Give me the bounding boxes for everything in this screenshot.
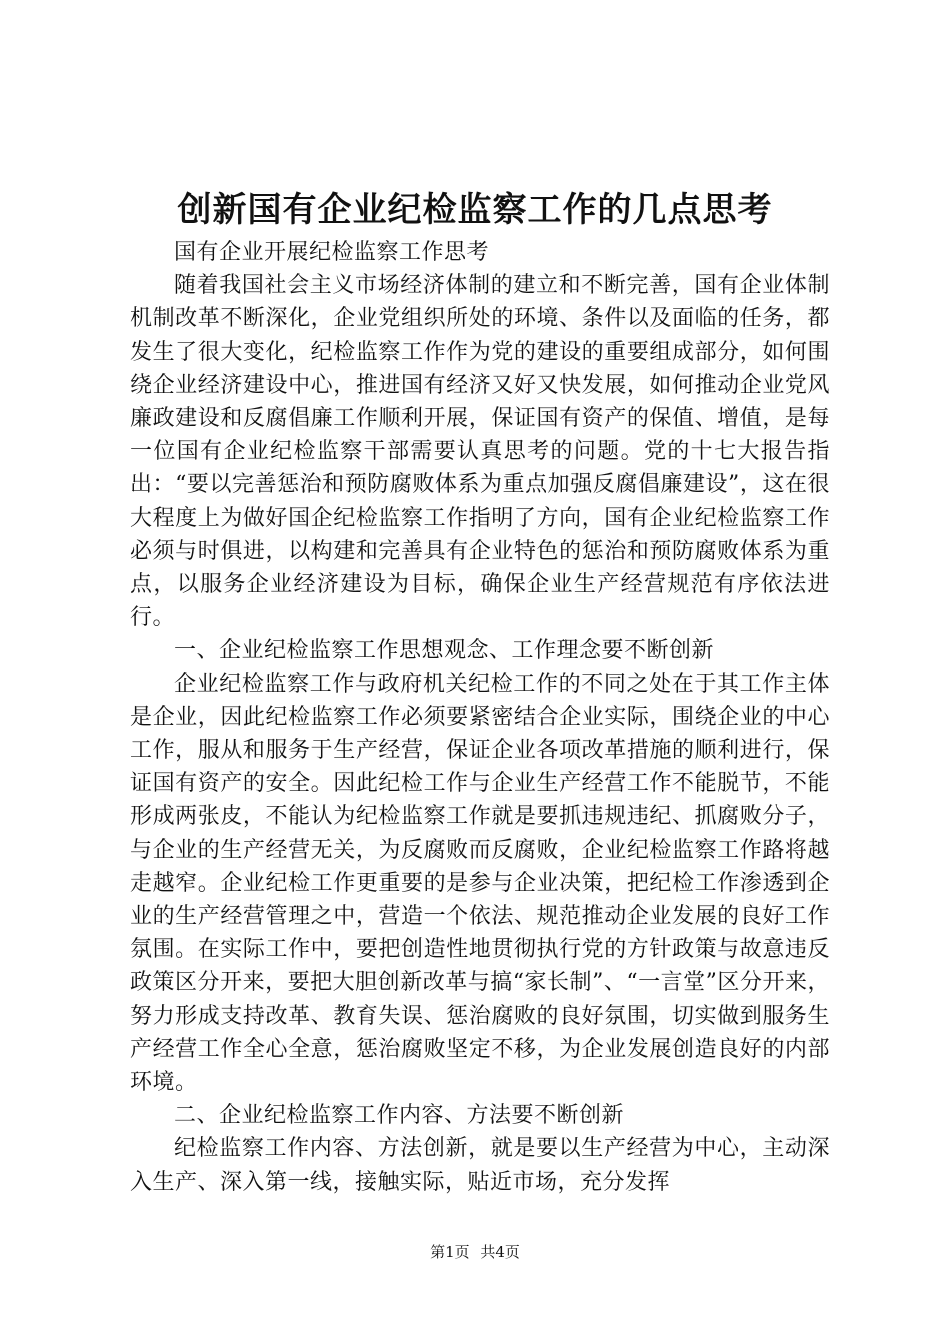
intro-paragraph: 随着我国社会主义市场经济体制的建立和不断完善，国有企业体制机制改革不断深化，企业党组织所处的环境、条件以及面临的任务，都发生了很大变化，纪检监察工作作为党的建设的重要组成部分，如何围绕企业经济建设中心，推进国有经济又好又快发展，如何推动企业党风廉政建设和反腐倡廉工作顺利开展，保证国有资产的保值、增值，是每一位国有企业纪检监察干部需要认真思考的问题。党的十七大报告指出：“要以完善惩治和预防腐败体系为重点加强反腐倡廉建设”，这在很大程度上为做好国企纪检监察工作指明了方向，国有企业纪检监察工作必须与时俱进，以构建和完善具有企业特色的惩治和预防腐败体系为重点，以服务企业经济建设为目标，确保企业生产经营规范有序依法进行。 xyxy=(130,273,830,631)
document-title: 创新国有企业纪检监察工作的几点思考 xyxy=(177,190,773,230)
section-heading-2: 二、企业纪检监察工作内容、方法要不断创新 xyxy=(174,1103,625,1129)
section-2-paragraph: 纪检监察工作内容、方法创新，就是要以生产经营为中心，主动深入生产、深入第一线，接触实际，贴近市场，充分发挥 xyxy=(130,1136,830,1195)
section-1-paragraph: 企业纪检监察工作与政府机关纪检工作的不同之处在于其工作主体是企业，因此纪检监察工作必须要紧密结合企业实际，围绕企业的中心工作，服从和服务于生产经营，保证企业各项改革措施的顺利进行，保证国有资产的安全。因此纪检工作与企业生产经营工作不能脱节，不能形成两张皮，不能认为纪检监察工作就是要抓违规违纪、抓腐败分子，与企业的生产经营无关，为反腐败而反腐败，企业纪检监察工作路将越走越窄。企业纪检工作更重要的是参与企业决策，把纪检工作渗透到企业的生产经营管理之中，营造一个依法、规范推动企业发展的良好工作氛围。在实际工作中，要把创造性地贯彻执行党的方针政策与故意违反政策区分开来，要把大胆创新改革与搞“家长制”、“一言堂”区分开来，努力形成支持改革、教育失误、惩治腐败的良好氛围，切实做到服务生产经营工作全心全意，惩治腐败坚定不移，为企业发展创造良好的内部环境。 xyxy=(130,671,830,1096)
page-number: 第1页 xyxy=(430,1243,470,1261)
section-heading-1: 一、企业纪检监察工作思想观念、工作理念要不断创新 xyxy=(174,638,715,664)
page-footer xyxy=(0,1242,950,1262)
document-body xyxy=(130,236,830,1199)
page-total: 共4页 xyxy=(480,1243,520,1261)
subtitle-paragraph: 国有企业开展纪检监察工作思考 xyxy=(174,240,490,265)
